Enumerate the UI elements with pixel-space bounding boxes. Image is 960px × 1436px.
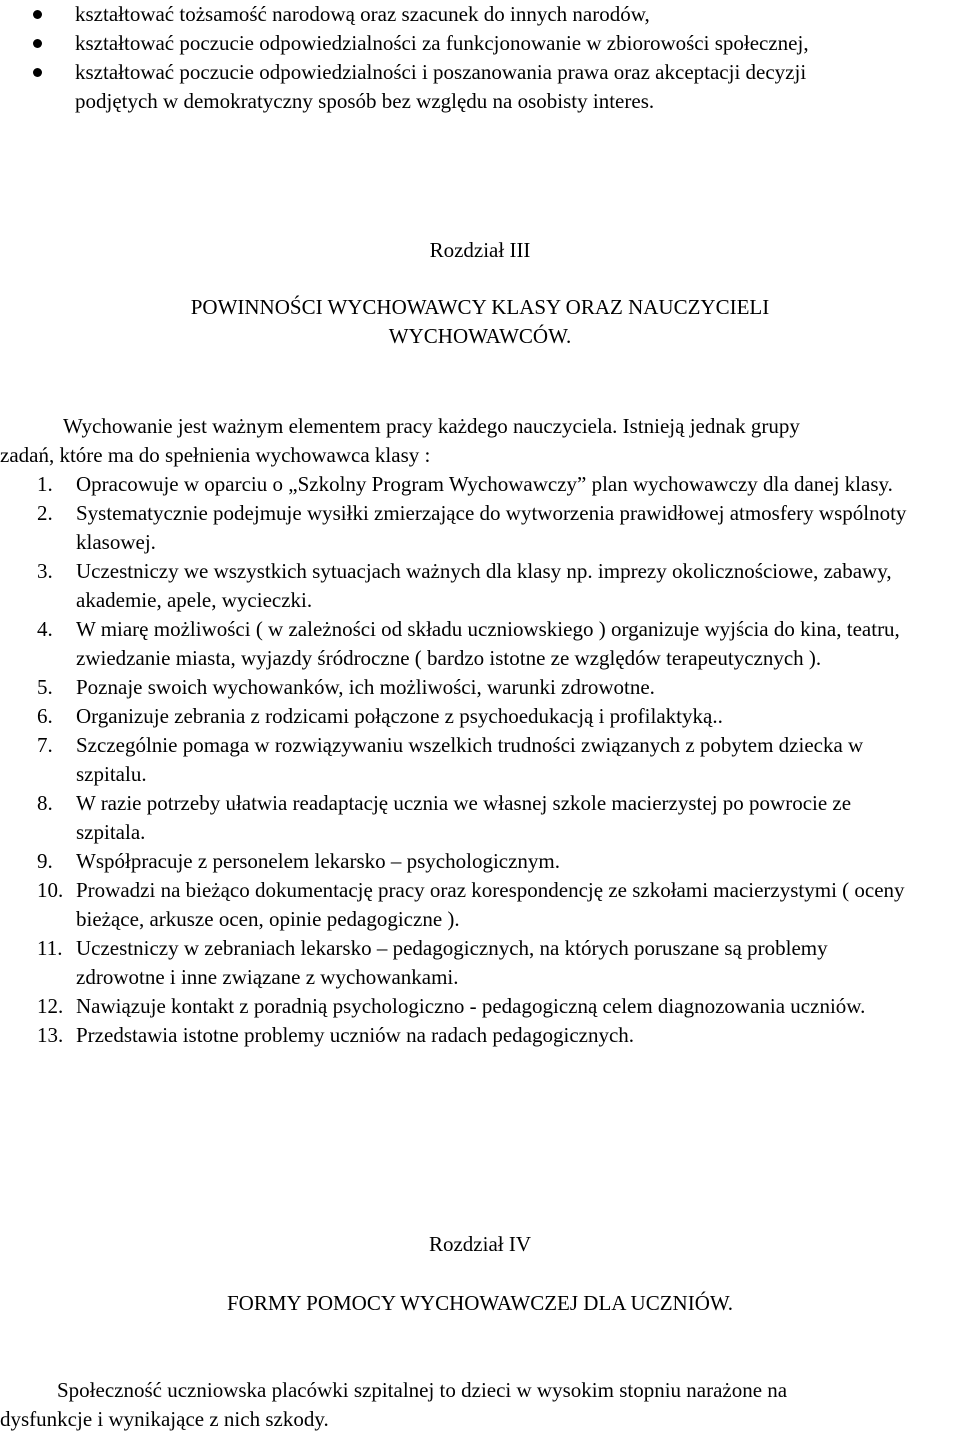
duty-item — [0, 470, 960, 499]
duty-text: Prowadzi na bieżąco dokumentację pracy oraz korespondencję ze szkołami macierzystymi ( oceny bieżące, arkusze ocen, opinie pedagogiczne ). — [76, 878, 905, 931]
duty-item — [0, 499, 960, 557]
duty-number: 6. — [37, 704, 53, 728]
duty-number: 8. — [37, 791, 53, 815]
bullet-text: kształtować poczucie odpowiedzialności i poszanowania prawa oraz akceptacji decyzji podjętych w demokratyczny sposób bez względu na osobisty interes. — [75, 60, 807, 113]
duty-text: Organizuje zebrania z rodzicami połączone z psychoedukacją i profilaktyką.. — [76, 704, 723, 728]
duty-item — [0, 673, 960, 702]
duty-text: Uczestniczy w zebraniach lekarsko – pedagogicznych, na których poruszane są problemy zdrowotne i inne związane z wychowankami. — [76, 936, 828, 989]
duty-item — [0, 702, 960, 731]
duty-number: 10. — [37, 878, 64, 902]
duty-number: 4. — [37, 617, 53, 641]
closing-line-2: dysfunkcje i wynikające z nich szkody. — [0, 1407, 329, 1431]
duty-text: W miarę możliwości ( w zależności od składu uczniowskiego ) organizuje wyjścia do kina, teatru, zwiedzanie miasta, wyjazdy śródroczne ( bardzo istotne ze względów terapeutycznych ). — [76, 617, 900, 670]
bullet-dot-icon — [33, 39, 42, 48]
duty-item — [0, 934, 960, 992]
duty-item — [0, 731, 960, 789]
duty-item — [0, 1021, 960, 1050]
duty-item — [0, 557, 960, 615]
duty-text: Opracowuje w oparciu o „Szkolny Program Wychowawczy” plan wychowawczy dla danej klasy. — [76, 472, 893, 496]
duty-item — [0, 847, 960, 876]
duty-item — [0, 992, 960, 1021]
duty-number: 13. — [37, 1023, 64, 1047]
duty-item — [0, 615, 960, 673]
duty-number: 7. — [37, 733, 53, 757]
duty-item — [0, 876, 960, 934]
duty-text: Przedstawia istotne problemy uczniów na radach pedagogicznych. — [76, 1023, 635, 1047]
duty-number: 2. — [37, 501, 53, 525]
duty-number: 5. — [37, 675, 53, 699]
bullet-item — [0, 0, 960, 29]
duty-number: 11. — [37, 936, 63, 960]
duty-item — [0, 789, 960, 847]
duty-number: 12. — [37, 994, 64, 1018]
bullet-item — [0, 29, 960, 58]
chapter-4-title: FORMY POMOCY WYCHOWAWCZEJ DLA UCZNIÓW. — [226, 1291, 734, 1315]
duty-text: Szczególnie pomaga w rozwiązywaniu wszelkich trudności związanych z pobytem dziecka w szpitalu. — [76, 733, 864, 786]
duty-text: Współpracuje z personelem lekarsko – psychologicznym. — [76, 849, 561, 873]
bullet-dot-icon — [33, 68, 42, 77]
duty-text: Poznaje swoich wychowanków, ich możliwości, warunki zdrowotne. — [76, 675, 655, 699]
closing-paragraph — [0, 1376, 960, 1434]
duty-number: 1. — [37, 472, 53, 496]
duties-list — [0, 470, 960, 1050]
duty-number: 3. — [37, 559, 53, 583]
duty-text: W razie potrzeby ułatwia readaptację ucznia we własnej szkole macierzystej po powrocie ze szpitala. — [76, 791, 852, 844]
duty-text: Uczestniczy we wszystkich sytuacjach ważnych dla klasy np. imprezy okolicznościowe, zabawy, akademie, apele, wycieczki. — [76, 559, 892, 612]
chapter-3-title-line-1: POWINNOŚCI WYCHOWAWCY KLASY ORAZ NAUCZYCIELI — [190, 295, 770, 319]
intro-line-1: Wychowanie jest ważnym elementem pracy każdego nauczyciela. Istnieją jednak grupy — [63, 414, 800, 438]
closing-line-1: Społeczność uczniowska placówki szpitalnej to dzieci w wysokim stopniu narażone na — [57, 1378, 788, 1402]
chapter-4-label: Rozdział IV — [428, 1232, 532, 1256]
duty-text: Nawiązuje kontakt z poradnią psychologiczno - pedagogiczną celem diagnozowania uczniów. — [76, 994, 866, 1018]
chapter-3-title-line-2: WYCHOWAWCÓW. — [388, 324, 572, 348]
intro-paragraph — [0, 412, 960, 470]
chapter-3-label: Rozdział III — [429, 238, 531, 262]
bullet-item — [0, 58, 960, 116]
bullet-list — [0, 0, 960, 116]
bullet-text: kształtować poczucie odpowiedzialności za funkcjonowanie w zbiorowości społecznej, — [75, 31, 809, 55]
duty-number: 9. — [37, 849, 53, 873]
bullet-dot-icon — [33, 10, 42, 19]
duty-text: Systematycznie podejmuje wysiłki zmierzające do wytworzenia prawidłowej atmosfery wspólnoty klasowej. — [76, 501, 907, 554]
intro-line-2: zadań, które ma do spełnienia wychowawca klasy : — [0, 443, 431, 467]
bullet-text: kształtować tożsamość narodową oraz szacunek do innych narodów, — [75, 2, 650, 26]
